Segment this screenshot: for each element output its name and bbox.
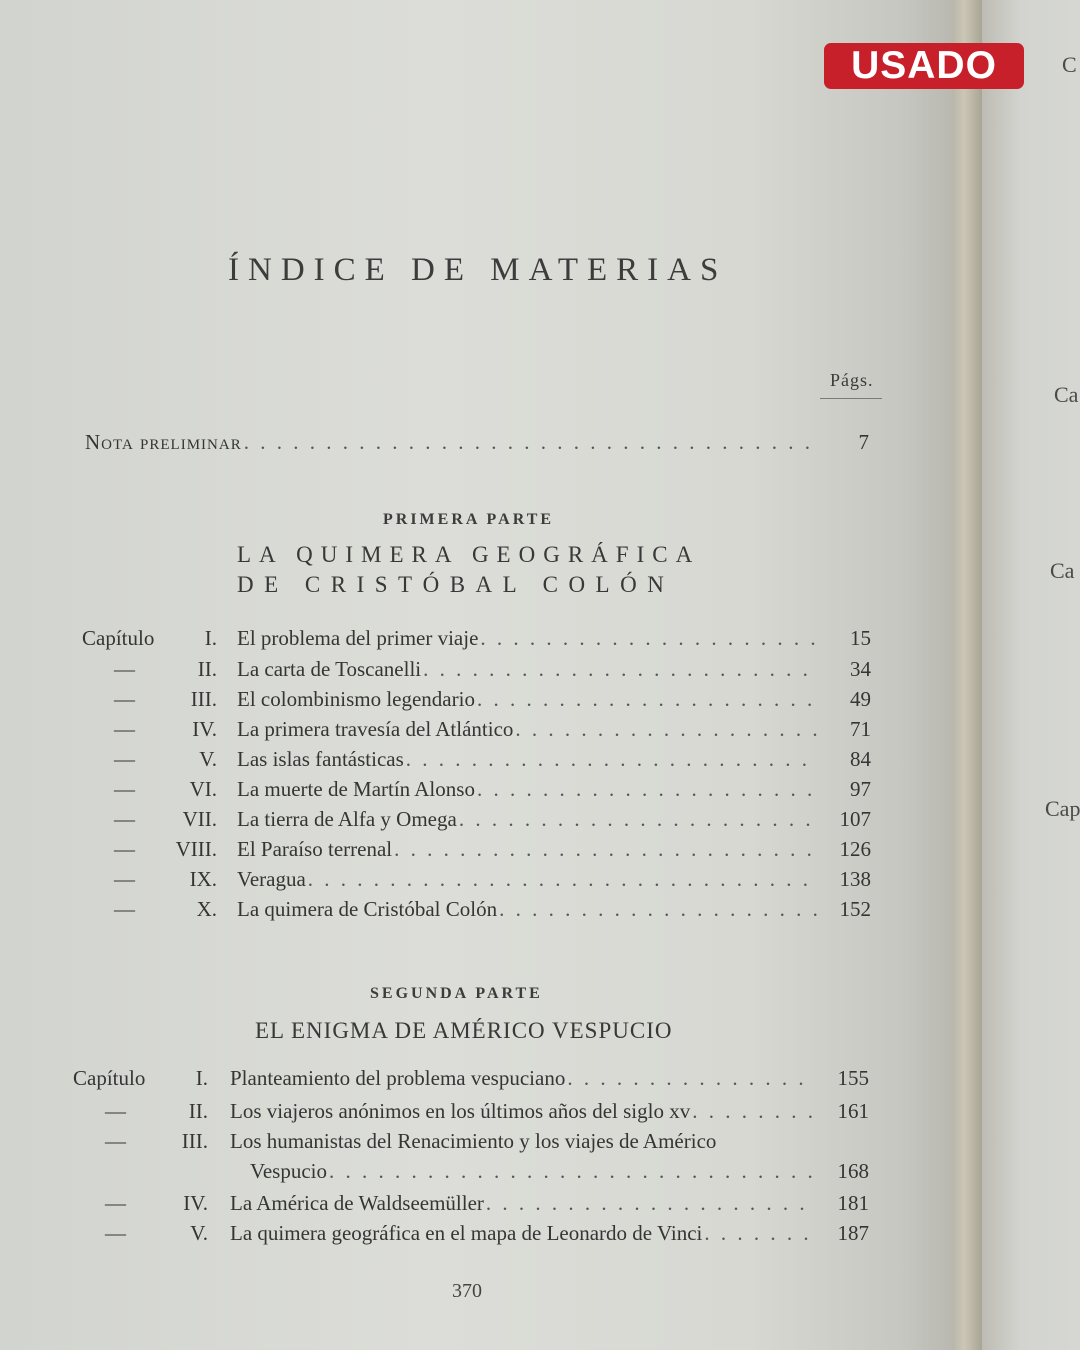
chapter-title: Las islas fantásticas — [237, 747, 404, 771]
next-page-fragment: C — [1062, 52, 1077, 77]
leader-dots — [515, 717, 817, 742]
page-ref: 155 — [837, 1066, 869, 1090]
ditto-dash: — — [114, 687, 135, 711]
page-ref: 97 — [850, 777, 871, 801]
chapter-title: Los viajeros anónimos en los últimos años del siglo xv — [230, 1099, 691, 1123]
ditto-dash: — — [114, 777, 135, 801]
part-label: PRIMERA PARTE — [383, 511, 555, 528]
chapter-title-wrap — [237, 626, 817, 651]
chapter-number: I. — [195, 1066, 208, 1090]
chapter-title-wrap — [250, 1159, 815, 1184]
used-badge: USADO — [824, 43, 1024, 89]
leader-dots — [704, 1221, 815, 1246]
book-gutter — [952, 0, 982, 1350]
next-page-fragment: Cap — [1045, 796, 1080, 821]
chapter-title: Planteamiento del problema vespuciano — [230, 1066, 566, 1090]
chapter-title-wrap — [237, 777, 817, 802]
ditto-dash: — — [114, 897, 135, 921]
chapter-title: Los humanistas del Renacimiento y los viajes de Américo — [230, 1129, 717, 1153]
part-title-line: LA QUIMERA GEOGRÁFICA — [237, 542, 701, 567]
chapter-title: La primera travesía del Atlántico — [237, 717, 514, 741]
page-ref: 138 — [839, 867, 871, 891]
chapter-entry — [82, 777, 882, 807]
leader-dots — [486, 1191, 815, 1216]
chapter-title: La carta de Toscanelli — [237, 657, 422, 681]
chapter-title-wrap — [230, 1129, 815, 1154]
next-page-fragment: Ca — [1050, 558, 1075, 583]
page-ref: 71 — [850, 717, 871, 741]
chapter-title-wrap — [237, 657, 817, 682]
leader-dots — [329, 1159, 815, 1184]
ditto-dash: — — [105, 1099, 126, 1123]
chapter-number: I. — [204, 626, 217, 650]
chapter-number: IX. — [189, 867, 217, 891]
part-title-line: EL ENIGMA DE AMÉRICO VESPUCIO — [255, 1018, 673, 1043]
chapter-entry — [82, 867, 882, 897]
pages-column-header: Págs. — [830, 370, 874, 390]
leader-dots — [567, 1066, 815, 1091]
chapter-entry — [82, 747, 882, 777]
chapter-title-wrap — [230, 1221, 815, 1246]
next-page-fragment: Ca — [1054, 382, 1079, 407]
leader-dots — [244, 430, 817, 455]
chapter-entry — [82, 837, 882, 867]
ditto-dash: — — [105, 1191, 126, 1215]
chapter-title-wrap — [230, 1099, 815, 1124]
chapter-title-wrap — [237, 747, 817, 772]
part-title-line: DE CRISTÓBAL COLÓN — [237, 572, 675, 597]
chapter-number: III. — [181, 1129, 208, 1153]
chapter-entry — [82, 626, 882, 656]
chapter-title: El problema del primer viaje — [237, 626, 479, 650]
chapter-number: V. — [199, 747, 217, 771]
chapter-entry — [82, 687, 882, 717]
page-ref: 187 — [837, 1221, 869, 1245]
chapter-number: II. — [188, 1099, 208, 1123]
chapter-entry-continued — [73, 1159, 883, 1189]
page-ref: 7 — [858, 430, 869, 454]
ditto-dash: — — [114, 867, 135, 891]
leader-dots — [477, 777, 817, 802]
chapter-title-wrap — [237, 807, 817, 832]
leader-dots — [477, 687, 817, 712]
chapter-entry — [82, 717, 882, 747]
page-ref: 15 — [850, 626, 871, 650]
page-ref: 49 — [850, 687, 871, 711]
chapter-title-wrap — [237, 897, 817, 922]
chapter-title: El colombinismo legendario — [237, 687, 475, 711]
book-page-right — [982, 0, 1080, 1350]
chapter-number: IV. — [192, 717, 217, 741]
pages-header-rule — [820, 398, 882, 399]
chapter-entry — [73, 1221, 883, 1251]
chapter-prefix: Capítulo — [82, 626, 155, 650]
chapter-number: IV. — [183, 1191, 208, 1215]
chapter-title-continued: Vespucio — [250, 1159, 327, 1183]
leader-dots — [692, 1099, 815, 1124]
preface-label: Nota preliminar — [85, 430, 242, 454]
chapter-entry — [82, 657, 882, 687]
chapter-number: V. — [190, 1221, 208, 1245]
chapter-title: El Paraíso terrenal — [237, 837, 393, 861]
page-ref: 107 — [839, 807, 871, 831]
leader-dots — [308, 867, 817, 892]
chapter-entry — [73, 1191, 883, 1221]
leader-dots — [423, 657, 817, 682]
ditto-dash: — — [114, 657, 135, 681]
page-ref: 84 — [850, 747, 871, 771]
chapter-title-wrap — [237, 717, 817, 742]
chapter-entry — [82, 897, 882, 927]
chapter-entry — [73, 1129, 883, 1159]
page-ref: 126 — [839, 837, 871, 861]
chapter-title-wrap — [230, 1066, 815, 1091]
chapter-title: La tierra de Alfa y Omega — [237, 807, 457, 831]
page-number: 370 — [452, 1280, 482, 1302]
page-ref: 34 — [850, 657, 871, 681]
chapter-number: VI. — [189, 777, 217, 801]
ditto-dash: — — [114, 747, 135, 771]
chapter-title: La quimera de Cristóbal Colón — [237, 897, 498, 921]
chapter-number: VIII. — [175, 837, 217, 861]
leader-dots — [394, 837, 817, 862]
chapter-title-wrap — [237, 867, 817, 892]
ditto-dash: — — [114, 837, 135, 861]
page-ref: 161 — [837, 1099, 869, 1123]
chapter-title-wrap — [237, 837, 817, 862]
leader-dots — [499, 897, 817, 922]
chapter-title: La quimera geográfica en el mapa de Leonardo de Vinci — [230, 1221, 703, 1245]
chapter-number: II. — [197, 657, 217, 681]
chapter-title: Veragua — [237, 867, 306, 891]
chapter-title: La América de Waldseemüller — [230, 1191, 484, 1215]
chapter-title: La muerte de Martín Alonso — [237, 777, 475, 801]
page-ref: 168 — [837, 1159, 869, 1183]
chapter-entry — [73, 1066, 883, 1096]
index-title: ÍNDICE DE MATERIAS — [228, 252, 728, 288]
part-label: SEGUNDA PARTE — [370, 985, 543, 1002]
chapter-prefix: Capítulo — [73, 1066, 146, 1090]
chapter-number: VII. — [182, 807, 217, 831]
preface-entry — [85, 430, 875, 460]
ditto-dash: — — [105, 1221, 126, 1245]
leader-dots — [406, 747, 817, 772]
leader-dots — [459, 807, 817, 832]
chapter-title-wrap — [230, 1191, 815, 1216]
chapter-entry — [73, 1099, 883, 1129]
ditto-dash: — — [114, 717, 135, 741]
chapter-entry — [82, 807, 882, 837]
chapter-number: III. — [190, 687, 217, 711]
ditto-dash: — — [105, 1129, 126, 1153]
page-ref: 181 — [837, 1191, 869, 1215]
page-ref: 152 — [839, 897, 871, 921]
ditto-dash: — — [114, 807, 135, 831]
leader-dots — [480, 626, 817, 651]
chapter-number: X. — [196, 897, 217, 921]
chapter-title-wrap — [237, 687, 817, 712]
